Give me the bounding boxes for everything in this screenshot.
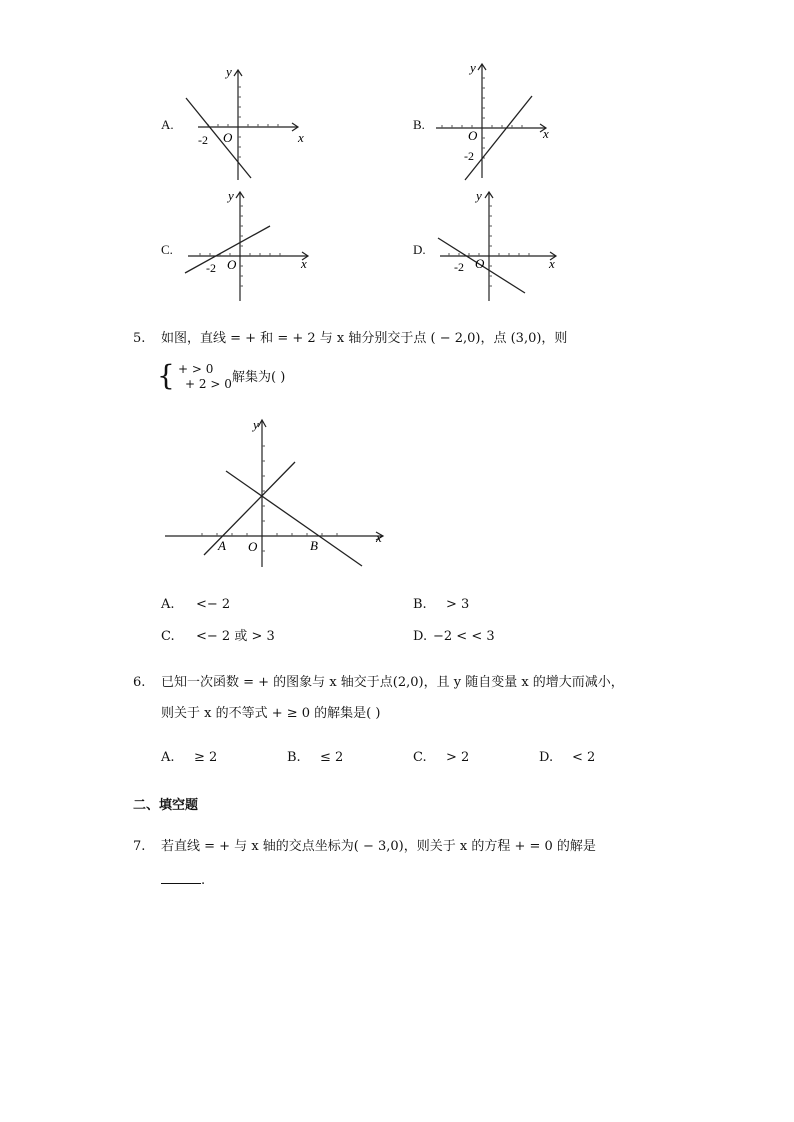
q5-system-tail: 解集为( )	[232, 370, 286, 385]
answer-blank[interactable]	[161, 871, 201, 884]
x-label: x	[549, 256, 555, 271]
q5-option-a-key[interactable]: A.	[161, 597, 175, 612]
neg2-label: -2	[454, 260, 464, 274]
y-label: y	[476, 188, 482, 203]
y-label: y	[470, 60, 476, 75]
point-b-label: B	[310, 538, 318, 553]
q6-option-a-key[interactable]: A.	[161, 750, 175, 765]
q6-option-d-text: < 2	[572, 750, 596, 765]
q6-option-b-text: ≤ 2	[320, 750, 344, 765]
point-a-label: A	[218, 538, 226, 553]
q5-option-d-key[interactable]: D.	[413, 629, 428, 644]
option-a-label: A.	[161, 117, 174, 132]
origin-label: O	[227, 257, 237, 272]
y-label: y	[253, 417, 259, 432]
option-c-label: C.	[161, 242, 173, 257]
system-brace: {	[157, 359, 175, 392]
origin-label: O	[468, 128, 478, 143]
x-label: x	[376, 530, 382, 545]
option-d-label: D.	[413, 242, 426, 257]
q7-line1: 若直线 = + 与 x 轴的交点坐标为( − 3,0)，则关于 x 的方程 + = 0 的解是	[161, 839, 596, 854]
q5-system-line2: + 2 > 0	[185, 377, 232, 391]
origin-label: O	[223, 130, 233, 145]
x-label: x	[543, 126, 549, 141]
q6-line2: 则关于 x 的不等式 + ≥ 0 的解集是( )	[161, 706, 381, 721]
x-label: x	[298, 130, 304, 145]
origin-label: O	[475, 256, 485, 271]
q5-option-d-text: −2 < < 3	[433, 629, 495, 644]
neg2-label: -2	[464, 149, 474, 163]
q5-option-c-text: <− 2 或 > 3	[196, 629, 275, 644]
y-label: y	[226, 64, 232, 79]
graph-a	[180, 62, 320, 182]
q5-system-line1: + > 0	[178, 362, 214, 376]
q6-number: 6.	[133, 675, 146, 690]
y-label: y	[228, 188, 234, 203]
q6-line1: 已知一次函数 = + 的图象与 x 轴交于点(2,0)，且 y 随自变量 x 的增大而减小，	[161, 675, 624, 690]
neg2-label: -2	[198, 133, 208, 147]
origin-label: O	[248, 539, 258, 554]
graph-line	[186, 98, 251, 178]
q7-tail: .	[201, 873, 206, 888]
q6-option-c-text: > 2	[446, 750, 470, 765]
graph-d	[432, 186, 572, 306]
q5-stem: 如图，直线 = + 和 = + 2 与 x 轴分别交于点 ( − 2,0)，点 (3,0)，则	[161, 331, 568, 346]
q6-option-d-key[interactable]: D.	[539, 750, 554, 765]
line-l2	[226, 471, 362, 566]
graph-c	[180, 186, 320, 306]
q7-number: 7.	[133, 839, 146, 854]
q5-option-b-text: > 3	[446, 597, 470, 612]
section-title: 二、填空题	[133, 798, 199, 813]
q5-option-a-text: <− 2	[196, 597, 231, 612]
q5-option-b-key[interactable]: B.	[413, 597, 427, 612]
neg2-label: -2	[206, 261, 216, 275]
q6-option-a-text: ≥ 2	[194, 750, 218, 765]
graph-b	[432, 58, 572, 183]
q5-graph	[160, 414, 390, 574]
q5-number: 5.	[133, 331, 146, 346]
q7-answer-row	[161, 871, 205, 889]
option-b-label: B.	[413, 117, 425, 132]
q6-option-c-key[interactable]: C.	[413, 750, 427, 765]
q5-option-c-key[interactable]: C.	[161, 629, 175, 644]
q6-option-b-key[interactable]: B.	[287, 750, 301, 765]
x-label: x	[301, 256, 307, 271]
